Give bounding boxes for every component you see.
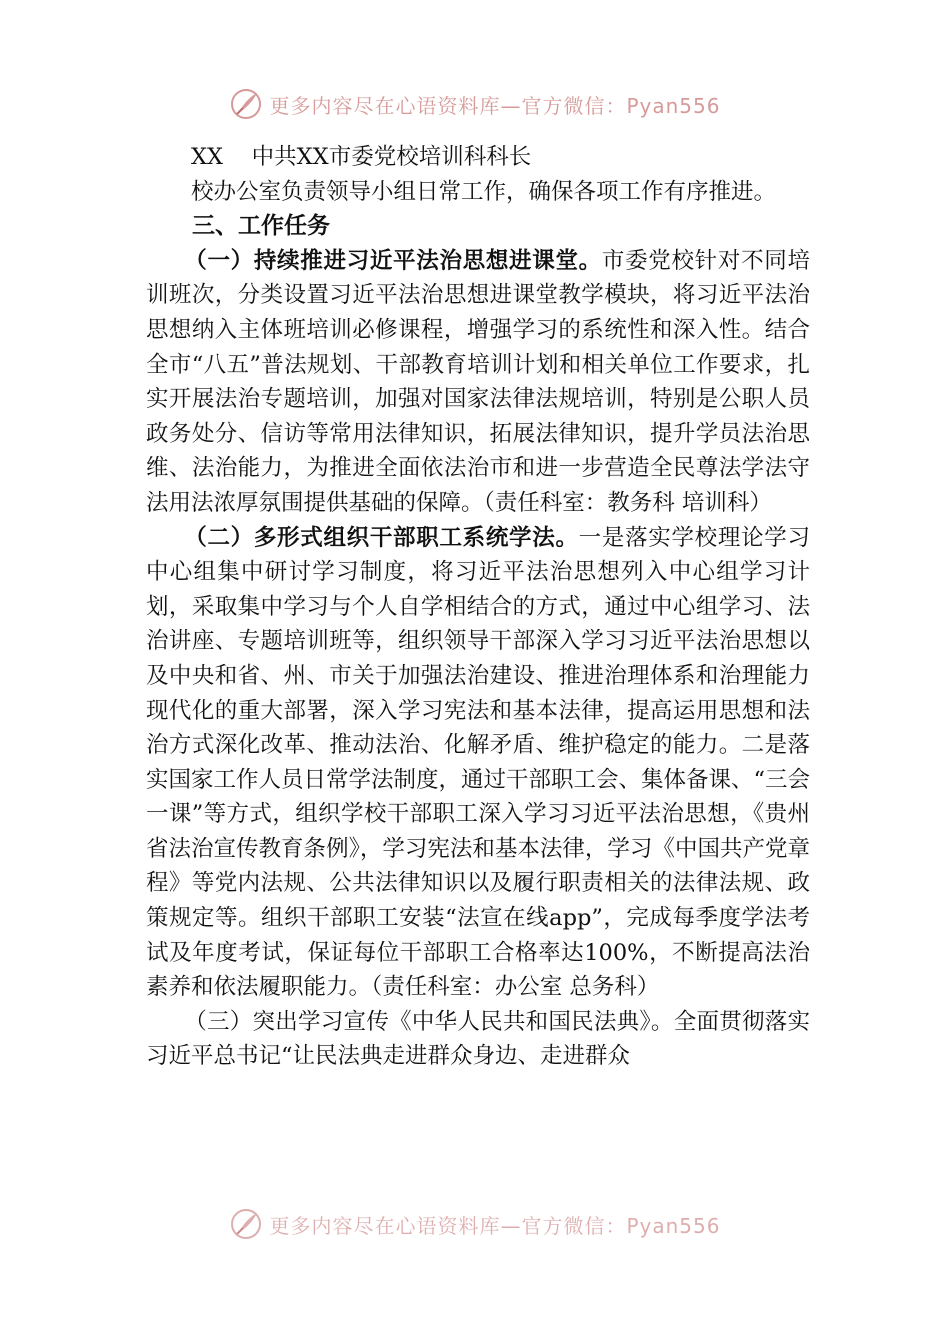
watermark-bottom <box>0 1204 950 1244</box>
task2-paragraph <box>146 521 810 1005</box>
task2-body: 一是落实学校理论学习中心组集中研讨学习制度，将习近平法治思想列入中心组学习计划，采取集中学习与个人自学相结合的方式，通过中心组学习、法治讲座、专题培训班等，组织领导干部深入学习习近平法治思想以及中央和省、州、市关于加强法治建设、推进治理体系和治理能力现代化的重大部署，深入学习宪法和基本法律，提高运用思想和法治方式深化改革、推动法治、化解矛盾、维护稳定的能力。二是落实国家工作人员日常学法制度，通过干部职工会、集体备课、“三会一课”等方式，组织学校干部职工深入学习习近平法治思想，《贵州省法治宣传教育条例》，学习宪法和基本法律，学习《中国共产党章程》等党内法规、公共法律知识以及履行职责相关的法律法规、政策规定等。组织干部职工安装“法宣在线app”，完成每季度学法考试及年度考试，保证每位干部职工合格率达100%，不断提高法治素养和依法履职能力。（责任科室：办公室 总务科） <box>146 524 811 1001</box>
document-body <box>146 140 810 1074</box>
task2-title: （二）多形式组织干部职工系统学法。 <box>184 524 579 551</box>
task1-paragraph <box>146 244 810 521</box>
task3-paragraph: （三）突出学习宣传《中华人民共和国民法典》。全面贯彻落实习近平总书记“让民法典走进群众身边、走进群众 <box>146 1008 810 1070</box>
watermark-text: 更多内容尽在心语资料库—官方微信：Pyan556 <box>269 93 721 118</box>
office-paragraph: 校办公室负责领导小组日常工作，确保各项工作有序推进。 <box>191 178 777 205</box>
member-title: 中共XX市委党校培训科科长 <box>251 144 532 170</box>
member-line <box>146 140 810 175</box>
task1-body: 市委党校针对不同培训班次，分类设置习近平法治思想进课堂教学模块，将习近平法治思想纳入主体班培训必修课程，增强学习的系统性和深入性。结合全市“八五”普法规划、干部教育培训计划和相关单位工作要求，扎实开展法治专题培训，加强对国家法律法规培训，特别是公职人员政务处分、信访等常用法律知识，拓展法律知识，提升学员法治思维、法治能力，为推进全面依法治市和进一步营造全民尊法学法守法用法浓厚氛围提供基础的保障。（责任科室：教务科 培训科） <box>146 247 810 516</box>
watermark-top <box>0 84 950 124</box>
section-heading: 三、工作任务 <box>192 213 330 240</box>
quill-feather-icon <box>229 1207 263 1241</box>
watermark-text: 更多内容尽在心语资料库—官方微信：Pyan556 <box>269 1213 721 1238</box>
task1-title: （一）持续推进习近平法治思想进课堂。 <box>184 247 602 274</box>
member-name: XX <box>191 144 224 170</box>
quill-feather-icon <box>229 87 263 121</box>
